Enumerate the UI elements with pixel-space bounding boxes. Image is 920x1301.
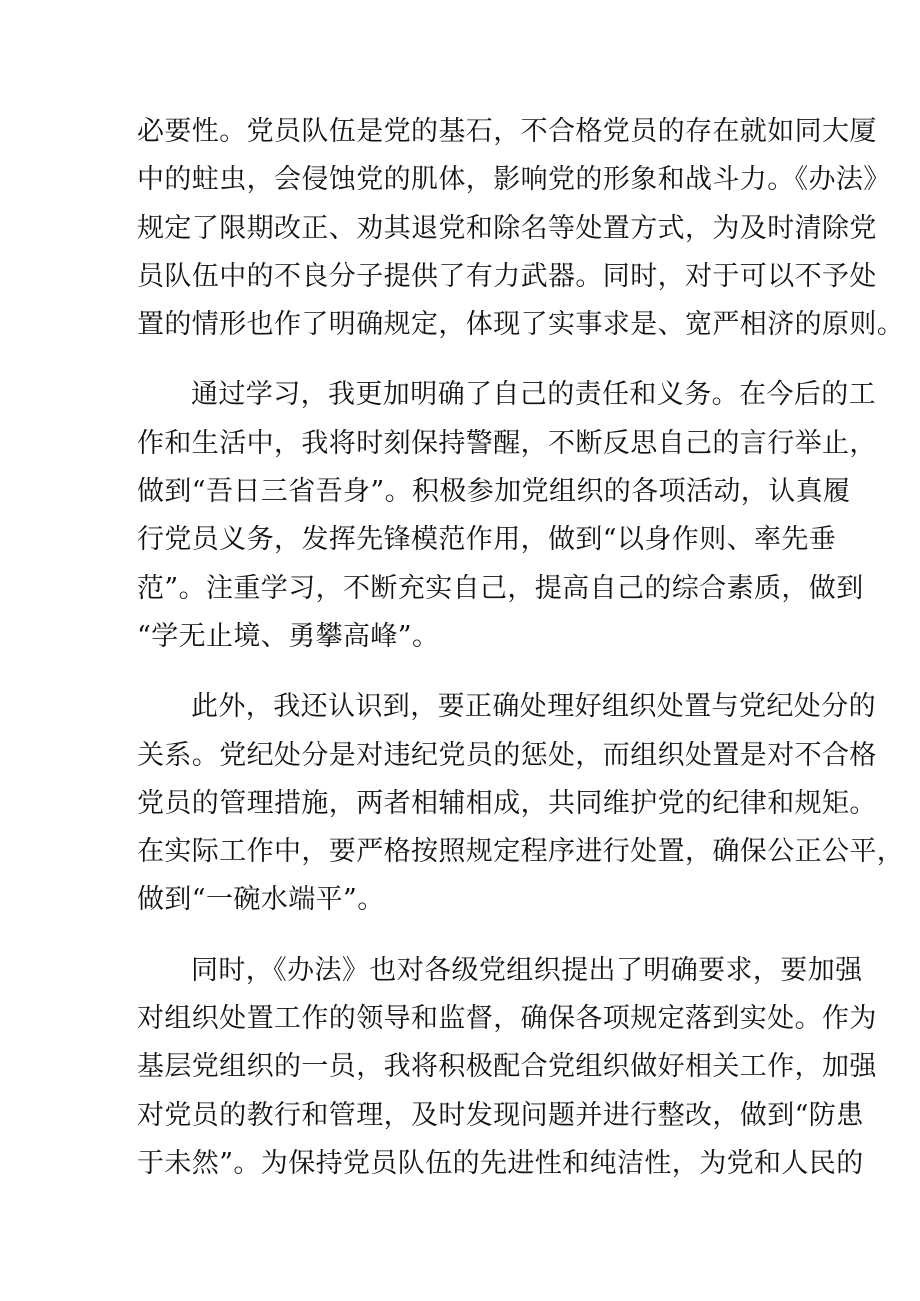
text-line: 员队伍中的不良分子提供了有力武器。同时，对于可以不予处 bbox=[137, 260, 877, 292]
paragraph-4 bbox=[137, 947, 877, 1188]
paragraph-gap bbox=[137, 349, 797, 371]
text-line: 必要性。党员队伍是党的基石，不合格党员的存在就如同大厦 bbox=[137, 116, 877, 147]
text-line: 行党员义务，发挥先锋模范作用，做到“以身作则、率先垂 bbox=[137, 524, 837, 556]
paragraph-gap bbox=[137, 661, 797, 683]
text-line: 此外，我还认识到，要正确处理好组织处置与党纪处分的 bbox=[191, 691, 876, 723]
text-line: 做到“一碗水端平”。 bbox=[137, 884, 385, 916]
text-line: 规定了限期改正、劝其退党和除名等处置方式，为及时清除党 bbox=[137, 212, 877, 244]
document-body bbox=[137, 108, 905, 1188]
text-line: 对党员的教行和管理，及时发现问题并进行整改，做到“防患 bbox=[137, 1099, 864, 1131]
text-line: 基层党组织的一员，我将积极配合党组织做好相关工作，加强 bbox=[137, 1051, 877, 1083]
text-line: 通过学习，我更加明确了自己的责任和义务。在今后的工 bbox=[191, 379, 876, 411]
text-line: 置的情形也作了明确规定，体现了实事求是、宽严相济的原则。 bbox=[137, 309, 905, 341]
paragraph-3 bbox=[137, 683, 905, 924]
text-line: 同时，《办法》也对各级党组织提出了明确要求，要加强 bbox=[191, 954, 863, 986]
text-line: 对组织处置工作的领导和监督，确保各项规定落到实处。作为 bbox=[137, 1003, 877, 1035]
text-line: 于未然”。为保持党员队伍的先进性和纯洁性，为党和人民的 bbox=[137, 1147, 864, 1179]
text-line: 在实际工作中，要严格按照规定程序进行处置，确保公正公平， bbox=[137, 836, 905, 868]
text-line: 范”。注重学习，不断充实自己，提高自己的综合素质，做到 bbox=[137, 572, 864, 604]
text-line: “学无止境、勇攀高峰”。 bbox=[137, 620, 440, 652]
text-line: 中的蛀虫，会侵蚀党的肌体，影响党的形象和战斗力。《办法》 bbox=[137, 164, 891, 196]
text-line: 做到“吾日三省吾身”。积极参加党组织的各项活动，认真履 bbox=[137, 476, 851, 508]
text-line: 党员的管理措施，两者相辅相成，共同维护党的纪律和规矩。 bbox=[137, 787, 877, 819]
text-line: 作和生活中，我将时刻保持警醒，不断反思自己的言行举止， bbox=[137, 427, 877, 459]
paragraph-gap bbox=[137, 925, 797, 947]
text-line: 关系。党纪处分是对违纪党员的惩处，而组织处置是对不合格 bbox=[137, 739, 877, 771]
paragraph-2 bbox=[137, 371, 877, 661]
paragraph-1 bbox=[137, 108, 905, 349]
